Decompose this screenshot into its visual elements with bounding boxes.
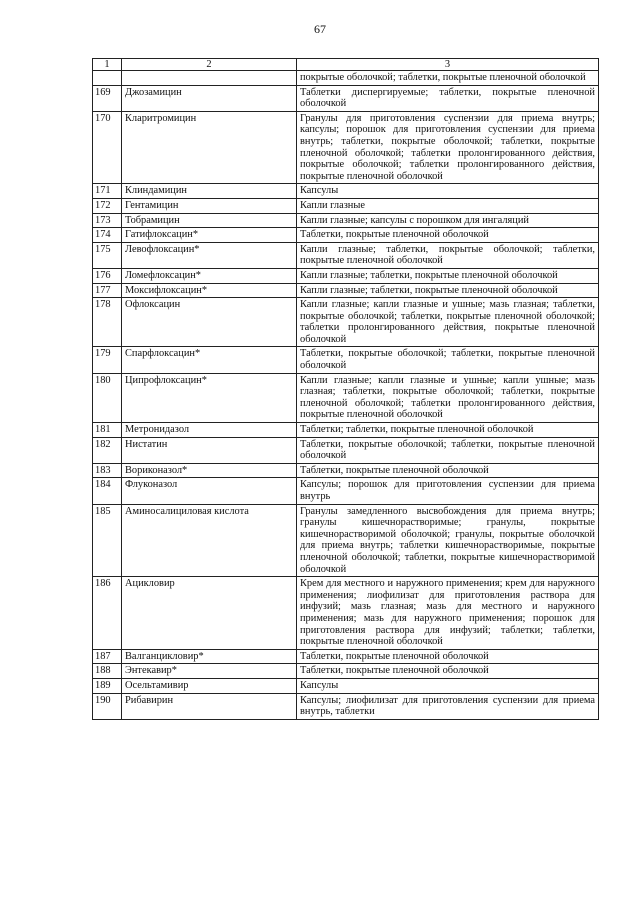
dosage-forms-cell: Таблетки, покрытые пленочной оболочкой <box>297 228 599 243</box>
dosage-forms-cell: Капсулы; лиофилизат для приготовления суспензии для приема внутрь, таблетки <box>297 693 599 719</box>
dosage-forms-cell: Капли глазные; капли глазные и ушные; капли ушные; мазь глазная; таблетки, покрытые оболочкой; таблетки, покрытые пленочной оболочкой; таблетки пролонгированного действия, покрытые пленочной оболочкой <box>297 373 599 422</box>
table-row <box>93 268 599 283</box>
row-number-cell: 183 <box>93 463 122 478</box>
drug-name-cell: Осельтамивир <box>122 678 297 693</box>
table-header-row <box>93 59 599 71</box>
row-number-cell: 178 <box>93 298 122 347</box>
row-number-cell: 190 <box>93 693 122 719</box>
drug-name-cell: Гентамицин <box>122 198 297 213</box>
drug-name-cell: Вориконазол* <box>122 463 297 478</box>
dosage-forms-cell: Капли глазные; таблетки, покрытые оболочкой; таблетки, покрытые пленочной оболочкой <box>297 242 599 268</box>
table-row <box>93 373 599 422</box>
row-number-cell: 180 <box>93 373 122 422</box>
dosage-forms-cell: Капли глазные; таблетки, покрытые пленочной оболочкой <box>297 268 599 283</box>
drug-table <box>92 58 599 720</box>
table-row <box>93 213 599 228</box>
table-row <box>93 111 599 184</box>
dosage-forms-cell: Капли глазные <box>297 198 599 213</box>
page-number: 67 <box>314 22 326 36</box>
table-row <box>93 664 599 679</box>
table-row <box>93 649 599 664</box>
dosage-forms-cell: покрытые оболочкой; таблетки, покрытые пленочной оболочкой <box>297 71 599 86</box>
table-row <box>93 228 599 243</box>
drug-name-cell: Левофлоксацин* <box>122 242 297 268</box>
dosage-forms-cell: Таблетки диспергируемые; таблетки, покрытые пленочной оболочкой <box>297 85 599 111</box>
table-row <box>93 71 599 86</box>
row-number-cell: 182 <box>93 437 122 463</box>
table-row <box>93 242 599 268</box>
drug-name-cell: Нистатин <box>122 437 297 463</box>
row-number-cell: 185 <box>93 504 122 577</box>
dosage-forms-cell: Таблетки, покрытые пленочной оболочкой <box>297 664 599 679</box>
table-row <box>93 463 599 478</box>
row-number-cell: 181 <box>93 423 122 438</box>
table-row <box>93 184 599 199</box>
row-number-cell: 186 <box>93 577 122 650</box>
drug-name-cell: Рибавирин <box>122 693 297 719</box>
drug-name-cell: Гатифлоксацин* <box>122 228 297 243</box>
header-cell-forms: 3 <box>297 59 599 71</box>
row-number-cell: 174 <box>93 228 122 243</box>
row-number-cell: 172 <box>93 198 122 213</box>
table-row <box>93 437 599 463</box>
drug-name-cell: Валганцикловир* <box>122 649 297 664</box>
drug-name-cell: Энтекавир* <box>122 664 297 679</box>
drug-name-cell: Тобрамицин <box>122 213 297 228</box>
dosage-forms-cell: Таблетки; таблетки, покрытые пленочной оболочкой <box>297 423 599 438</box>
drug-name-cell: Спарфлоксацин* <box>122 347 297 373</box>
row-number-cell: 189 <box>93 678 122 693</box>
row-number-cell: 173 <box>93 213 122 228</box>
row-number-cell: 188 <box>93 664 122 679</box>
table-row <box>93 85 599 111</box>
row-number-cell: 187 <box>93 649 122 664</box>
row-number-cell: 176 <box>93 268 122 283</box>
table-row <box>93 347 599 373</box>
drug-name-cell: Аминосалициловая кислота <box>122 504 297 577</box>
dosage-forms-cell: Таблетки, покрытые пленочной оболочкой <box>297 463 599 478</box>
dosage-forms-cell: Гранулы замедленного высвобождения для приема внутрь; гранулы кишечнорастворимые; гранулы, покрытые кишечнорастворимой оболочкой; гранулы, покрытые оболочкой для приема внутрь; таблетки кишечнорастворимые, покрытые пленочной оболочкой; таблетки, покрытые кишечнорастворимой оболочкой <box>297 504 599 577</box>
table-row <box>93 693 599 719</box>
row-number-cell: 175 <box>93 242 122 268</box>
dosage-forms-cell: Капсулы; порошок для приготовления суспензии для приема внутрь <box>297 478 599 504</box>
table-row <box>93 504 599 577</box>
table-row <box>93 478 599 504</box>
drug-name-cell: Клиндамицин <box>122 184 297 199</box>
row-number-cell: 177 <box>93 283 122 298</box>
table-row <box>93 423 599 438</box>
drug-name-cell <box>122 71 297 86</box>
table-row <box>93 298 599 347</box>
drug-name-cell: Моксифлоксацин* <box>122 283 297 298</box>
dosage-forms-cell: Капсулы <box>297 184 599 199</box>
table-row <box>93 198 599 213</box>
drug-name-cell: Джозамицин <box>122 85 297 111</box>
header-cell-name: 2 <box>122 59 297 71</box>
dosage-forms-cell: Капли глазные; капли глазные и ушные; мазь глазная; таблетки, покрытые оболочкой; таблетки, покрытые пленочной оболочкой; таблетки пролонгированного действия, покрытые пленочной оболочкой <box>297 298 599 347</box>
dosage-forms-cell: Таблетки, покрытые пленочной оболочкой <box>297 649 599 664</box>
row-number-cell <box>93 71 122 86</box>
dosage-forms-cell: Таблетки, покрытые оболочкой; таблетки, покрытые пленочной оболочкой <box>297 347 599 373</box>
row-number-cell: 170 <box>93 111 122 184</box>
table-row <box>93 577 599 650</box>
row-number-cell: 179 <box>93 347 122 373</box>
dosage-forms-cell: Таблетки, покрытые оболочкой; таблетки, покрытые пленочной оболочкой <box>297 437 599 463</box>
dosage-forms-cell: Капли глазные; таблетки, покрытые пленочной оболочкой <box>297 283 599 298</box>
dosage-forms-cell: Крем для местного и наружного применения; крем для наружного применения; лиофилизат для приготовления раствора для инфузий; мазь глазная; мазь для местного и наружного применения; мазь для наружного применения; порошок для приготовления раствора для инфузий; таблетки; таблетки, покрытые пленочной оболочкой <box>297 577 599 650</box>
table-row <box>93 283 599 298</box>
drug-name-cell: Ломефлоксацин* <box>122 268 297 283</box>
drug-name-cell: Ципрофлоксацин* <box>122 373 297 422</box>
dosage-forms-cell: Капсулы <box>297 678 599 693</box>
row-number-cell: 169 <box>93 85 122 111</box>
drug-name-cell: Офлоксацин <box>122 298 297 347</box>
drug-name-cell: Кларитромицин <box>122 111 297 184</box>
header-cell-number: 1 <box>93 59 122 71</box>
dosage-forms-cell: Капли глазные; капсулы с порошком для ингаляций <box>297 213 599 228</box>
row-number-cell: 171 <box>93 184 122 199</box>
drug-name-cell: Флуконазол <box>122 478 297 504</box>
drug-name-cell: Метронидазол <box>122 423 297 438</box>
drug-table-body <box>93 59 599 720</box>
row-number-cell: 184 <box>93 478 122 504</box>
dosage-forms-cell: Гранулы для приготовления суспензии для приема внутрь; капсулы; порошок для приготовления суспензии для приема внутрь; таблетки, покрытые оболочкой; таблетки, покрытые пленочной оболочкой; таблетки пролонгированного действия, покрытые оболочкой; таблетки пролонгированного действия, покрытые пленочной оболочкой <box>297 111 599 184</box>
table-row <box>93 678 599 693</box>
drug-name-cell: Ацикловир <box>122 577 297 650</box>
